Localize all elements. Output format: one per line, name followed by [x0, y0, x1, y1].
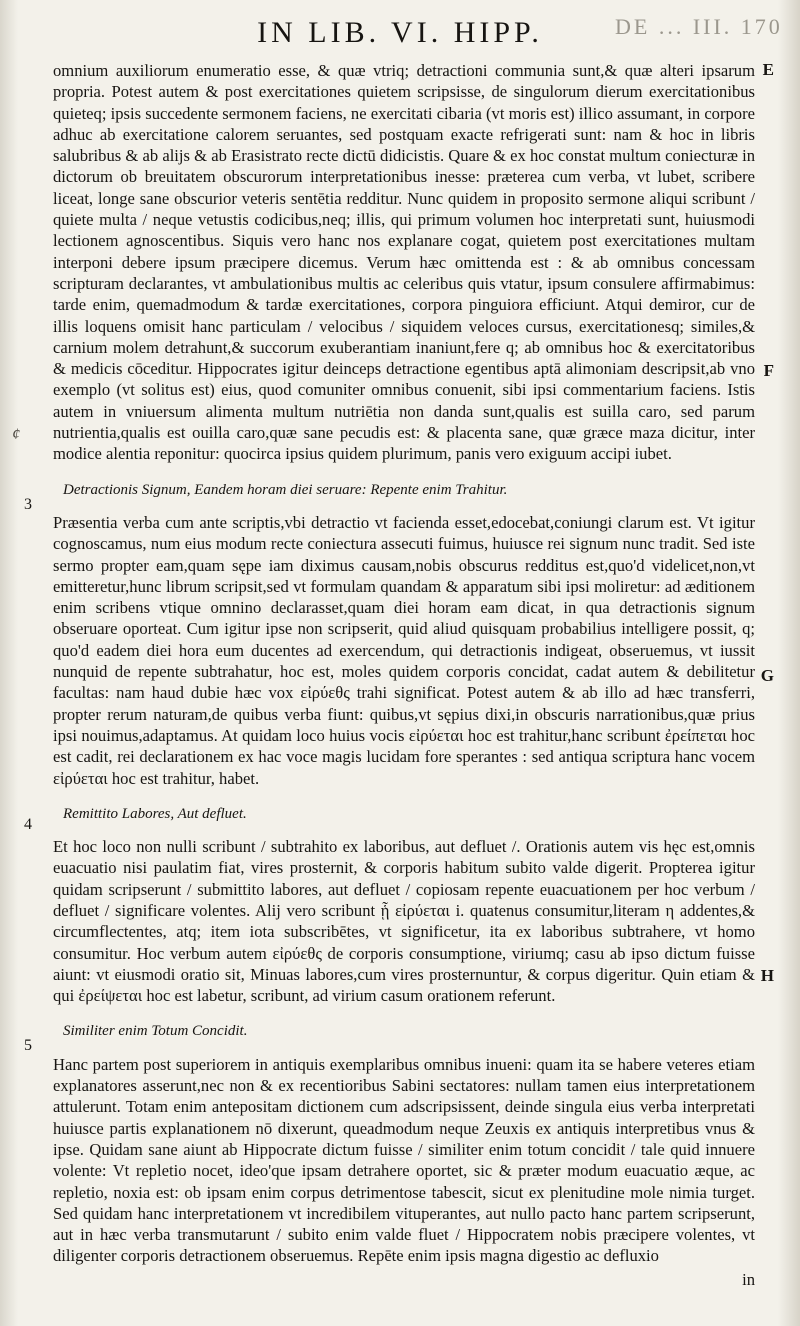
margin-letter-g: G	[760, 666, 774, 685]
running-head: IN LIB. VI. HIPP.	[257, 16, 543, 49]
paragraph: Hanc partem post superiorem in antiquis exemplaribus omnibus inueni: quam ita se habere veteres etiam explanatores asserunt,nec non & ex recentioribus Sabini sectatores: nullam tamen eius interpretationem attulerunt. Totam enim antepositam dictionem cum adscripsissent, deinde singula eius verba interpretati huiusce partis explanationem nō dixerunt, queadmodum neque Zeuxis ex antiquis interpretibus vnus & ipse. Quidam sane aiunt ab Hippocrate dictum fuisse / similiter enim totum concidit / tale quid innuere volente: Vt repletio nocet, ideo'que ipsam detrahere oportet, sic & præter modum euacuatio æque, ac repletio, noxia est: ob ipsam enim corpus detrimentose tabescit, sicut ex plenitudine mole nimia turget. Sed quidam hanc interpretationem vt incredibilem vituperantes, aut nullo pacto hanc partem scripserunt, aut in hæc verba transmutarunt / subito enim valde fluet / Hippocratem nobis præcipere volentes, vt diligenter corporis detractionem obseruemus. Repēte enim ipsis magna digestio ac defluxio	[53, 1054, 755, 1266]
margin-letter-f: F	[763, 361, 774, 380]
paragraph: Et hoc loco non nulli scribunt / subtrahito ex laboribus, aut defluet /. Orationis autem vis hęc est,omnis euacuatio nisi paulatim fiat, vires prosternit, & corporis habitum subito valde digerit. Propterea igitur quidam scripserunt / submittito labores, aut defluet / copiosam repente euacuationem per hoc verbum / defluet / significare volentes. Alij vero scribunt ᾗ εἰρύεται i. quatenus consumitur,literam η addentes,& circumflectentes, atq; item iota subscribētes, vt significetur, ita ex laboribus subtrahere, vt homo consumitur. Hoc verbum autem εἰρύεθς de corporis consumptione, viriumq; casu ab ipso dictum fuisse aiunt: vt eiusmodi oratio sit, Minuas labores,cum vires prosternuntur, & corpus digeritur. Quin etiam & qui ἐρείψεται hoc est labetur, scribunt, ad virium casum orationem referunt.	[53, 837, 755, 1006]
lemma-heading: Detractionis Signum, Eandem horam diei seruare: Repente enim Trahitur.	[63, 481, 508, 498]
section-number-3: 3	[24, 496, 32, 513]
commentary-text	[53, 60, 755, 1290]
paragraph: Præsentia verba cum ante scriptis,vbi detractio vt facienda esset,edocebat,coniungi clarum est. Vt igitur cognoscamus, num eius modum recte coniectura assecuti fuimus, huiusce rei signum nunc tradit. Sed iste sermo propter eam,quam sępe iam diximus causam,nobis obscurus redditus est,quo'd videlicet,non,vt emitteretur,hunc librum scripsit,sed vt formulam quandam & apparatum sibi ipsi moliretur: ad æditionem enim scribens vtique omnino declarasset,quam diei horam eam dicat, in qua detractionis signum obseruare oporteat. Cum igitur ipse non scripserit, quid aliud quisquam probabilius intelligere possit, q; quo'd eadem diei hora eum ducentes ad exercendum, qui detractionis indigeat, obseruemus, vt iussit nunquid de repente subtrahatur, hoc est, moles quidem corporis concidat, cadat autem & debilitetur facultas: nam haud dubie hæc vox εἰρύεθς trahi significat. Potest autem & ab illo ad hæc transferri, propter rerum naturam,de quibus verba fiunt: quibus,vt sępius dixi,in obscuris narrationibus,quæ prius ipsi nouimus,adaptamus. At quidam loco huius vocis εἰρύεται hoc est trahitur,hanc scribunt ἐρείπεται hoc est cadit, rei declarationem ex hac voce magis lucidam fore sperantes : sed antiqua scriptura hanc vocem εἰρύεται hoc est trahitur, habet.	[53, 512, 755, 788]
bleed-through-heading: DE ... III. 170	[615, 14, 783, 39]
margin-letter-e: E	[762, 60, 774, 79]
section-number-4: 4	[24, 816, 32, 833]
paragraph: omnium auxiliorum enumeratio esse, & quæ vtriq; detractioni communia sunt,& quæ alteri ipsarum propria. Potest autem & post exercitationes quietem scripsisse, de singulorum dierum exercitationibus quieteq; ipsis succedente sermonem faciens, ne exercitati cibaria (vt moris est) illico assumant, in corpore adhuc ab exercitatione calorem seruantes, sed postquam exacte refrigerati sunt: nam & hoc in libris salubribus & ab alijs & ab Erasistrato recte dictū didicistis. Quare & ex hoc constat multum coniecturæ in dictorum ob breuitatem obscurorum interpretationibus inesse: præterea cum verba, vt lubet, scribere liceat, longe sane obscurior veteris sentētia redditur. Nunc quidem in proposito sermone aliqui scribunt / quiete multa / neque vetustis codicibus,neq; illis, qui primum volumen hoc interpretati sunt, huiusmodi lectionem agnoscentibus. Siquis vero hanc nos explanare cogat, quietem post exercitationes multam interponi debere ipsum præcipere dicemus. Verum hæc omittenda est : & ab omnibus concessam scripturam declarantes, vt ambulationibus multis ac celeribus quis vtatur, ipsum consulere affirmabimus: tarde enim, quemadmodum & tardæ exercitationes, corpora pinguiora efficiunt. Atqui demiror, cur de illis loquens omisit hanc particulam / velocibus / siquidem veloces cursus, exercitationesq; similes,& carnium molem detrahunt,& succorum exuberantiam inaniunt,fere q; ab omnibus hoc & exercitatoribus & medicis cōceditur. Hippocrates igitur deinceps detractione egentibus aptā alimoniam descripsit,ab vno exemplo (vt solitus est) eius, quod comuniter omnibus conuenit, sibi ipsi commentarium faciens. Istis autem in vniuersum alimenta multum nutriētia non danda sunt,qualis est suilla caro, sed parum nutrientia,qualis est ouilla caro,quæ sane pecudis est: & placenta sane, quæ græce maza dicitur, inter modice alentia reponitur: quocirca ipsius quidem plurimum, panis vero exiguum accipi iubet.	[53, 61, 755, 464]
lemma-heading: Remittito Labores, Aut defluet.	[63, 805, 247, 822]
section-number-5: 5	[24, 1037, 32, 1054]
margin-letter-h: H	[760, 966, 774, 985]
left-gutter-shadow	[0, 0, 18, 1326]
lemma-heading: Similiter enim Totum Concidit.	[63, 1023, 248, 1040]
catchword: in	[742, 1269, 755, 1289]
handwritten-margin-mark: ¢	[12, 426, 20, 443]
right-gutter-shadow	[778, 0, 800, 1326]
